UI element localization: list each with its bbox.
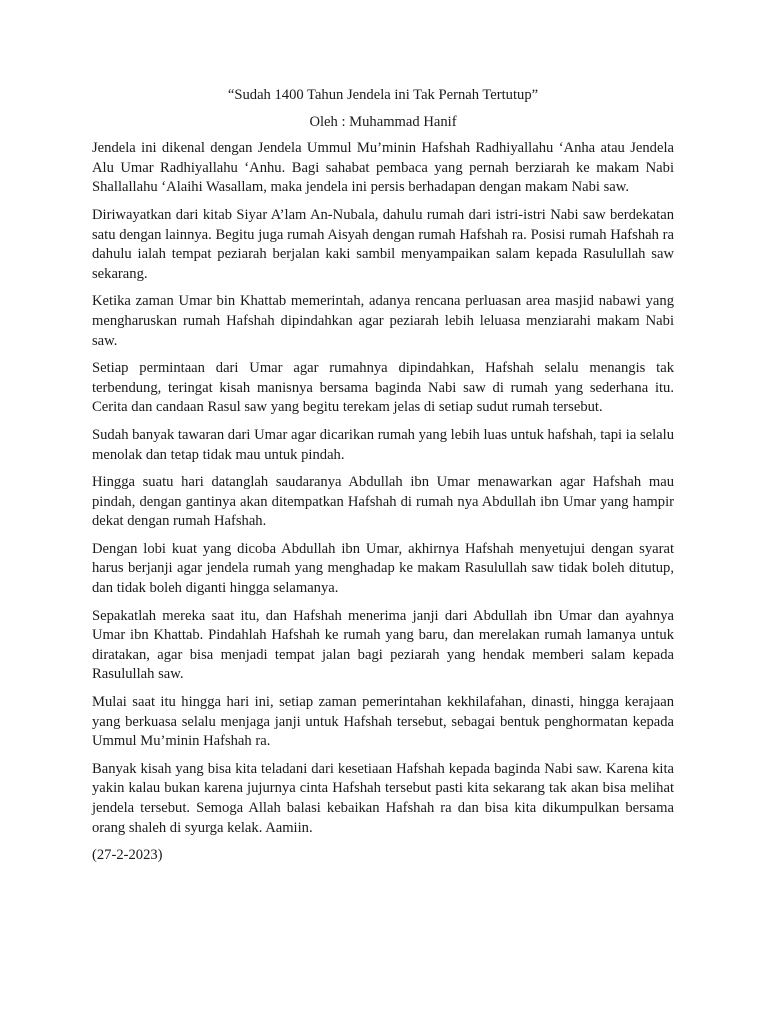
paragraph-10: Banyak kisah yang bisa kita teladani dari kesetiaan Hafshah kepada baginda Nabi saw. Karena kita yakin kalau bukan karena jujurnya cinta Hafshah tersebut pasti kita sekarang tak akan bisa melihat jendela tersebut. Semoga Allah balasi kebaikan Hafshah ra dan bisa kita dikumpulkan bersama orang shaleh di syurga kelak. Aamiin. bbox=[92, 760, 674, 836]
paragraph-8: Sepakatlah mereka saat itu, dan Hafshah menerima janji dari Abdullah ibn Umar dan ayahnya Umar ibn Khattab. Pindahlah Hafshah ke rumah yang baru, dan merelakan rumah lamanya untuk diratakan, agar bisa menjadi tempat jalan bagi peziarah yang hendak memberi salam kepada Rasulullah saw. bbox=[92, 607, 674, 683]
paragraph-7: Dengan lobi kuat yang dicoba Abdullah ibn Umar, akhirnya Hafshah menyetujui dengan syarat harus berjanji agar jendela rumah yang menghadap ke makam Rasulullah saw tidak boleh ditutup, dan tidak boleh diganti hingga selamanya. bbox=[92, 540, 674, 597]
paragraph-3: Ketika zaman Umar bin Khattab memerintah, adanya rencana perluasan area masjid nabawi yang mengharuskan rumah Hafshah dipindahkan agar peziarah lebih leluasa menziarahi makam Nabi saw. bbox=[92, 293, 674, 349]
paragraph-2: Diriwayatkan dari kitab Siyar A’lam An-Nubala, dahulu rumah dari istri-istri Nabi saw berdekatan satu dengan lainnya. Begitu juga rumah Aisyah dengan rumah Hafshah ra. Posisi rumah Hafshah ra dahulu ialah tempat peziarah berjalan kaki sambil menyampaikan salam kepada Rasulullah saw sekarang. bbox=[92, 206, 674, 282]
paragraph-4: Setiap permintaan dari Umar agar rumahnya dipindahkan, Hafshah selalu menangis tak terbendung, teringat kisah manisnya bersama baginda Nabi saw di rumah yang sederhana itu. Cerita dan candaan Rasul saw yang begitu terekam jelas di setiap sudut rumah tersebut. bbox=[92, 360, 674, 416]
paragraph-9: Mulai saat itu hingga hari ini, setiap zaman pemerintahan kekhilafahan, dinasti, hingga kerajaan yang berkuasa selalu menjaga janji untuk Hafshah tersebut, sebagai bentuk penghormatan kepada Ummul Mu’minin Hafshah ra. bbox=[92, 694, 674, 750]
paragraph-6: Hingga suatu hari datanglah saudaranya Abdullah ibn Umar menawarkan agar Hafshah mau pindah, dengan gantinya akan ditempatkan Hafshah di rumah nya Abdullah ibn Umar yang hampir dekat dengan rumah Hafshah. bbox=[92, 474, 674, 530]
document-title: “Sudah 1400 Tahun Jendela ini Tak Pernah Tertutup” bbox=[227, 87, 539, 103]
paragraph-1: Jendela ini dikenal dengan Jendela Ummul Mu’minin Hafshah Radhiyallahu ‘Anha atau Jendela Alu Umar Radhiyallahu ‘Anhu. Bagi sahabat pembaca yang pernah berziarah ke makam Nabi Shallallahu ‘Alaihi Wasallam, maka jendela ini persis berhadapan dengan makam Nabi saw. bbox=[92, 140, 674, 196]
document-page bbox=[92, 86, 674, 866]
paragraph-5: Sudah banyak tawaran dari Umar agar dicarikan rumah yang lebih luas untuk hafshah, tapi ia selalu menolak dan tetap tidak mau untuk pindah. bbox=[92, 426, 674, 463]
document-date: (27-2-2023) bbox=[92, 847, 163, 864]
author-byline: Oleh : Muhammad Hanif bbox=[309, 113, 457, 130]
